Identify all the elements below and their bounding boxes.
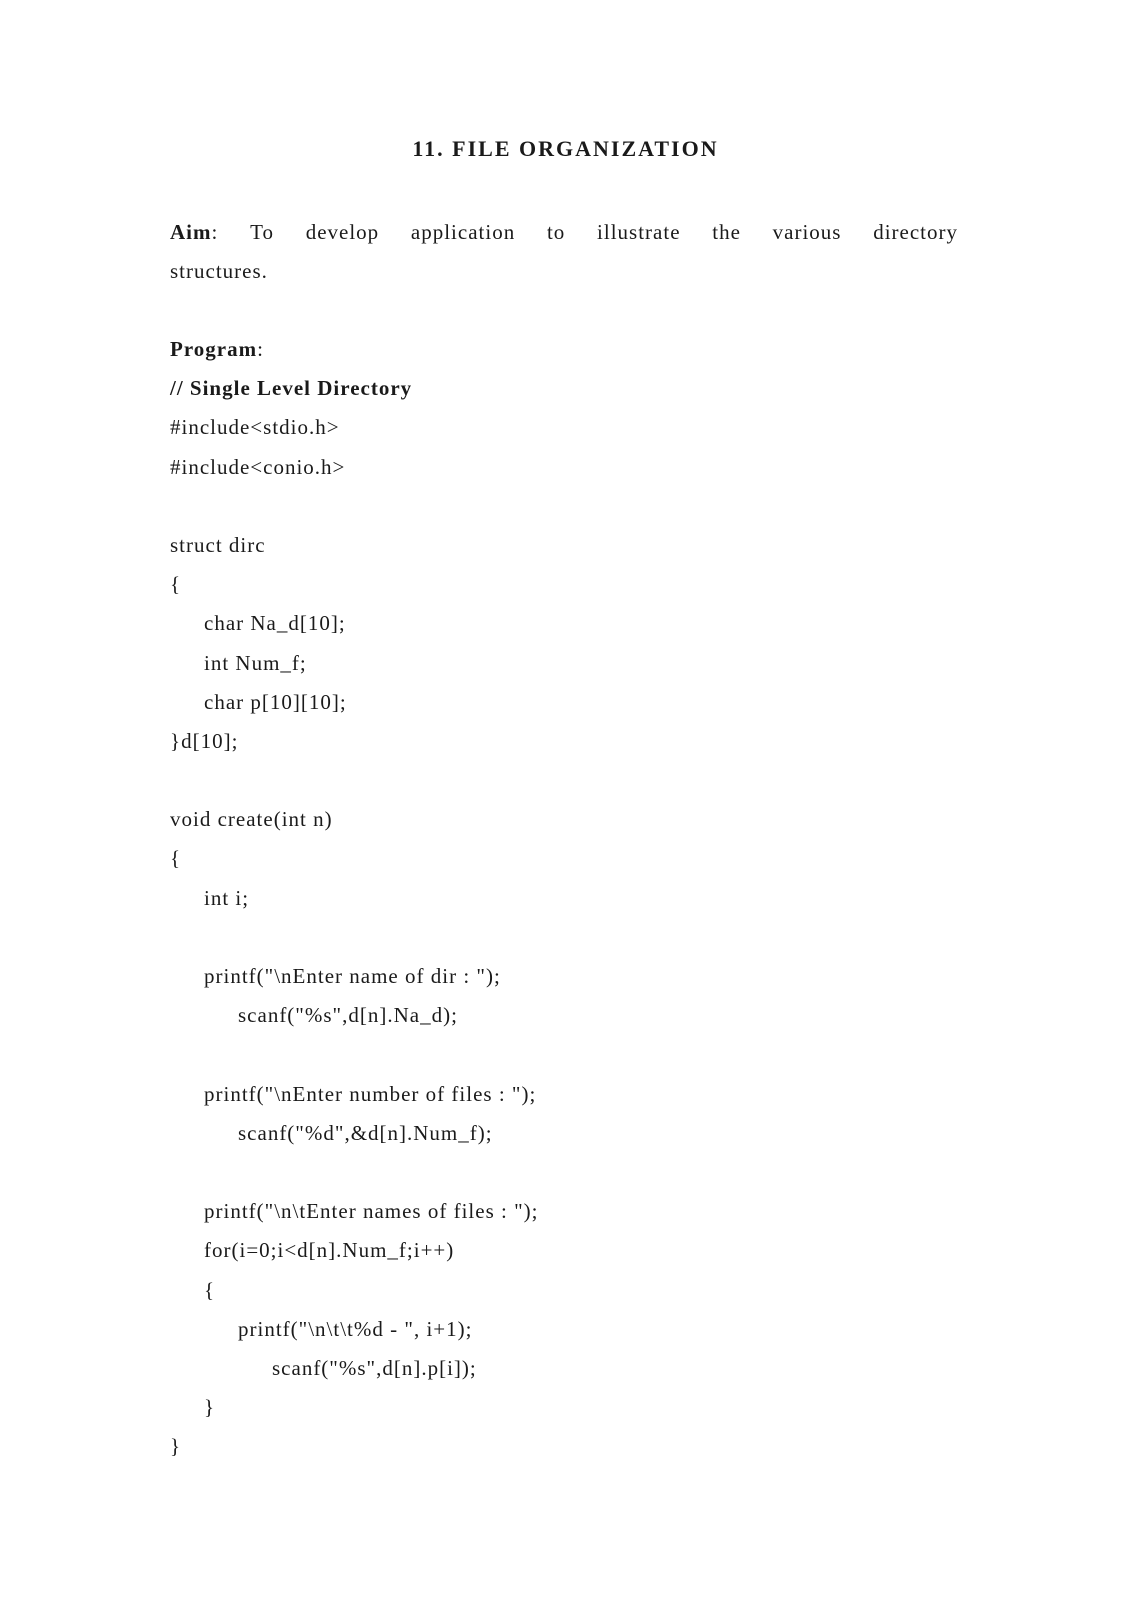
code-line: scanf("%s",d[n].Na_d);: [238, 1003, 458, 1028]
code-line: [170, 918, 538, 957]
code-line: int i;: [204, 885, 250, 910]
program-label: Program: [170, 337, 258, 361]
code-line: {: [170, 846, 182, 871]
aim-word: To: [250, 220, 274, 244]
aim-word: various: [772, 220, 842, 244]
code-line: printf("\nEnter name of dir : ");: [204, 964, 501, 988]
code-line: }d[10];: [170, 728, 239, 753]
code-line: char Na_d[10];: [204, 611, 346, 636]
aim-section: [170, 213, 958, 291]
code-line: [170, 1035, 538, 1074]
code-line: [170, 761, 538, 800]
aim-line-1: [170, 213, 958, 252]
code-comment: // Single Level Directory: [170, 376, 413, 401]
code-line: printf("\n\tEnter names of files : ");: [204, 1199, 539, 1224]
aim-word: application: [410, 220, 516, 244]
aim-continuation: structures.: [170, 259, 268, 283]
aim-word: illustrate: [597, 220, 681, 244]
program-separator: :: [257, 337, 264, 361]
aim-label-group: [170, 213, 218, 252]
code-line: [170, 1153, 538, 1192]
code-line: #include<stdio.h>: [170, 415, 340, 440]
page-title: 11. FILE ORGANIZATION: [412, 136, 719, 161]
code-line: int Num_f;: [204, 650, 307, 675]
code-line: [170, 487, 538, 526]
code-line: void create(int n): [170, 807, 333, 832]
code-line: }: [170, 1434, 182, 1459]
code-line: printf("\nEnter number of files : ");: [204, 1081, 537, 1106]
code-line: scanf("%s",d[n].p[i]);: [272, 1355, 477, 1380]
aim-word: develop: [305, 220, 380, 244]
code-line: struct dirc: [170, 532, 266, 557]
aim-word: to: [546, 220, 566, 244]
code-line: {: [204, 1277, 216, 1302]
code-line: scanf("%d",&d[n].Num_f);: [238, 1120, 493, 1145]
aim-word: directory: [873, 220, 958, 244]
code-line: for(i=0;i<d[n].Num_f;i++): [204, 1238, 455, 1263]
code-line: }: [204, 1395, 216, 1420]
aim-word: the: [712, 220, 741, 244]
aim-label: Aim: [170, 220, 212, 244]
program-heading: [170, 330, 538, 369]
code-line: printf("\n\t\t%d - ", i+1);: [238, 1316, 473, 1341]
program-section: [170, 330, 538, 1466]
code-line: char p[10][10];: [204, 689, 347, 714]
aim-separator: :: [211, 220, 219, 244]
code-line: #include<conio.h>: [170, 454, 346, 479]
code-line: {: [170, 572, 182, 597]
